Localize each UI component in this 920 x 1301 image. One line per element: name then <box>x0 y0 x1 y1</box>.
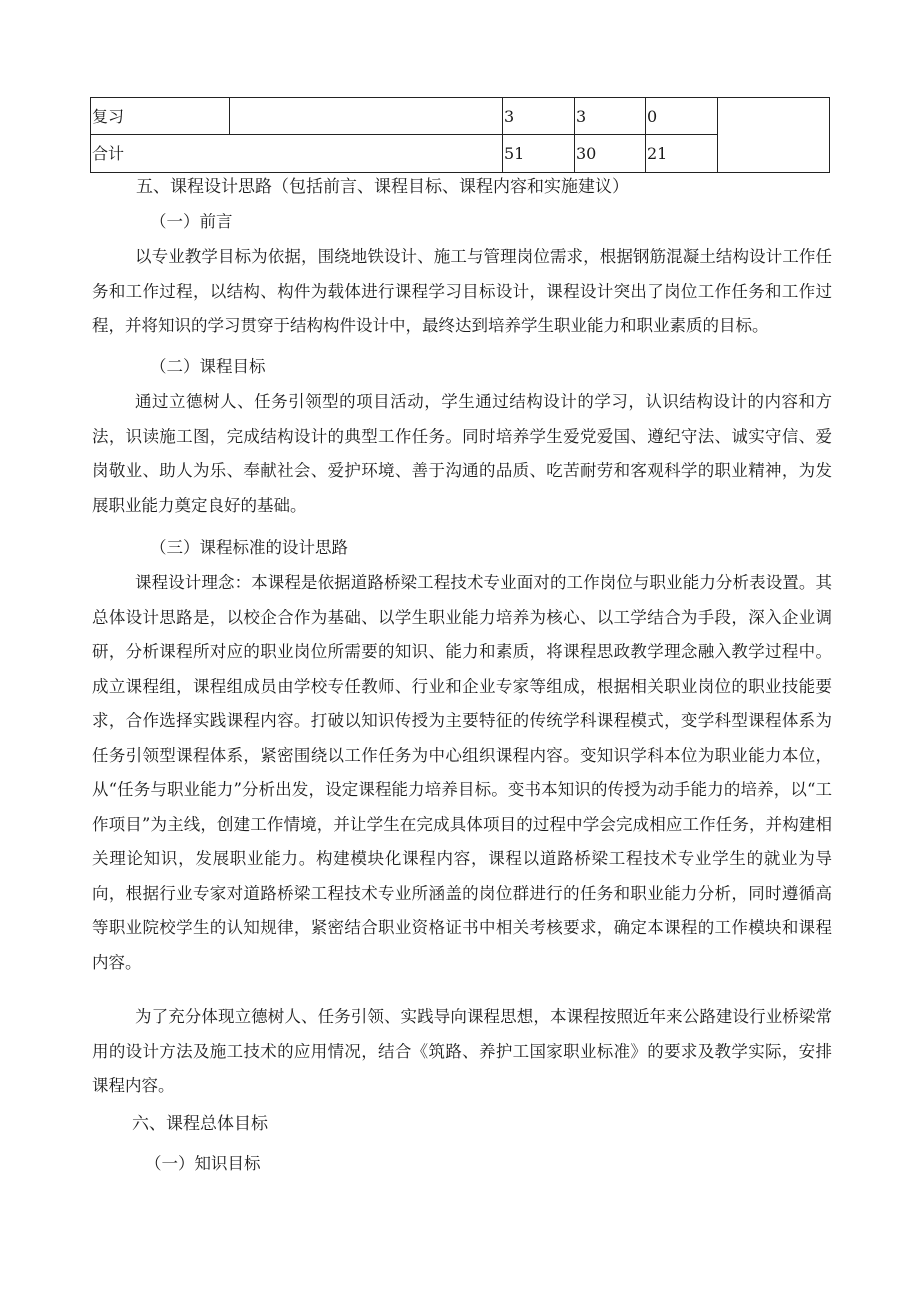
section5-sub2-paragraph: 通过立德树人、任务引领型的项目活动，学生通过结构设计的学习，认识结构设计的内容和方法，识读施工图，完成结构设计的典型工作任务。同时培养学生爱党爱国、遵纪守法、诚实守信、爱岗敬业、助人为乐、奉献社会、爱护环境、善于沟通的品质、吃苦耐劳和客观科学的职业精神，为发展职业能力奠定良好的基础。 <box>92 392 832 515</box>
table-row-review-practice: 0 <box>647 107 658 126</box>
section5-sub3-paragraph-2: 为了充分体现立德树人、任务引领、实践导向课程思想，本课程按照近年来公路建设行业桥梁常用的设计方法及施工技术的应用情况，结合《筑路、养护工国家职业标准》的要求及教学实际，安排课程内容。 <box>92 1007 832 1095</box>
section5-title: 五、课程设计思路（包括前言、课程目标、课程内容和实施建议） <box>136 177 629 197</box>
table-row-total-theory: 30 <box>576 144 597 163</box>
section5-sub1-paragraph: 以专业教学目标为依据，围绕地铁设计、施工与管理岗位需求，根据钢筋混凝土结构设计工作任务和工作过程，以结构、构件为载体进行课程学习目标设计，课程设计突出了岗位工作任务和工作过程，并将知识的学习贯穿于结构构件设计中，最终达到培养学生职业能力和职业素质的目标。 <box>92 247 832 335</box>
table-row-total-name: 合计 <box>92 144 125 163</box>
table-row-review-theory: 3 <box>576 107 587 126</box>
section5-sub3-paragraph-1: 课程设计理念：本课程是依据道路桥梁工程技术专业面对的工作岗位与职业能力分析表设置。其总体设计思路是，以校企合作为基础、以学生职业能力培养为核心、以工学结合为手段，深入企业调研，分析课程所对应的职业岗位所需要的知识、能力和素质，将课程思政教学理念融入教学过程中。成立课程组，课程组成员由学校专任教师、行业和企业专家等组成，根据相关职业岗位的职业技能要求，合作选择实践课程内容。打破以知识传授为主要特征的传统学科课程模式，变学科型课程体系为任务引领型课程体系，紧密围绕以工作任务为中心组织课程内容。变知识学科本位为职业能力本位，从“任务与职业能力”分析出发，设定课程能力培养目标。变书本知识的传授为动手能力的培养，以“工作项目”为主线，创建工作情境，并让学生在完成具体项目的过程中学会完成相应工作任务，并构建相关理论知识，发展职业能力。构建模块化课程内容，课程以道路桥梁工程技术专业学生的就业为导向，根据行业专家对道路桥梁工程技术专业所涵盖的岗位群进行的任务和职业能力分析，同时遵循高等职业院校学生的认知规律，紧密结合职业资格证书中相关考核要求，确定本课程的工作模块和课程内容。 <box>92 573 832 972</box>
table-row-total-total: 51 <box>504 144 525 163</box>
table-row-total-practice: 21 <box>647 144 668 163</box>
section5-sub1-title: （一）前言 <box>150 212 233 231</box>
section5-sub3-title: （三）课程标准的设计思路 <box>150 538 348 557</box>
section6-sub1-title: （一）知识目标 <box>145 1154 261 1173</box>
section5-sub2-title: （二）课程目标 <box>150 357 266 376</box>
hours-table <box>90 97 830 173</box>
table-row-review-total: 3 <box>504 107 515 126</box>
section6-title: 六、课程总体目标 <box>132 1114 268 1134</box>
table-row-review-name: 复习 <box>92 107 125 126</box>
